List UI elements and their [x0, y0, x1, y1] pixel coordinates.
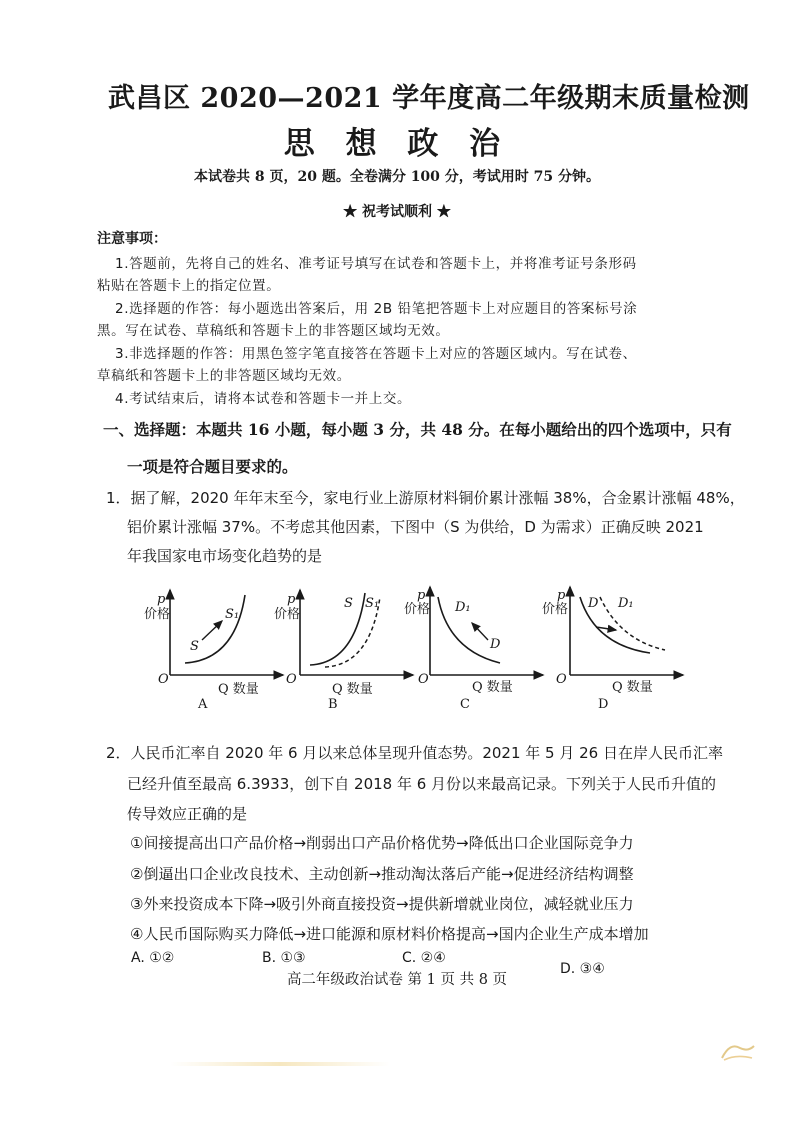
graph-b	[270, 585, 420, 710]
supply-curve	[310, 593, 365, 665]
option-label: C	[460, 697, 470, 712]
question-1-stem: 1．据了解，2020 年年末至今，家电行业上游原材料铜价累计涨幅 38%，合金累计涨幅 48%，	[106, 489, 745, 507]
note-line: 草稿纸和答题卡上的非答题区域均无效。	[97, 368, 351, 384]
curve-label-1: D₁	[455, 600, 471, 615]
curve-label-2: D	[490, 637, 501, 652]
note-line: 粘贴在答题卡上的指定位置。	[97, 278, 281, 294]
p-label: p	[557, 588, 566, 603]
p-label: p	[157, 592, 166, 607]
exam-info: 本试卷共 8 页，20 题。全卷满分 100 分，考试用时 75 分钟。	[193, 169, 601, 185]
question-1-stem: 年我国家电市场变化趋势的是	[127, 547, 323, 565]
corner-scribble-icon	[718, 1038, 758, 1064]
subject-title: 思 想 政 治	[283, 126, 511, 162]
quantity-label: Q 数量	[218, 682, 259, 697]
statement-item: ③外来投资成本下降→吸引外商直接投资→提供新增就业岗位，减轻就业压力	[130, 895, 634, 913]
good-luck-line: ★ 祝考试顺利 ★	[343, 204, 451, 220]
option-label: D	[598, 697, 609, 712]
notes-title: 注意事项：	[97, 231, 167, 247]
curve-label-2: S	[190, 639, 199, 654]
section-heading: 一、选择题：本题共 16 小题，每小题 3 分，共 48 分。在每小题给出的四个选项中，只有	[103, 420, 732, 439]
price-label: 价格	[542, 602, 569, 617]
quantity-label: Q 数量	[332, 682, 373, 697]
statement-item: ④人民币国际购买力降低→进口能源和原材料价格提高→国内企业生产成本增加	[130, 925, 649, 943]
shift-arrow	[202, 621, 222, 640]
graph-d	[540, 585, 690, 710]
quantity-label: Q 数量	[472, 680, 513, 695]
option-label: A	[198, 697, 208, 712]
choice-d: D. ③④	[560, 961, 605, 977]
question-2-stem: 2．人民币汇率自 2020 年 6 月以来总体呈现升值态势。2021 年 5 月 26 日在岸人民币汇率	[106, 744, 723, 762]
note-line: 黑。写在试卷、草稿纸和答题卡上的非答题区域均无效。	[97, 323, 450, 339]
question-2-stem: 已经升值至最高 6.3933，创下自 2018 年 6 月份以来最高记录。下列关于人民币升值的	[127, 775, 717, 793]
statement-item: ②倒逼出口企业改良技术、主动创新→推动淘汰落后产能→促进经济结构调整	[130, 865, 634, 883]
curve-label-2: D₁	[618, 596, 634, 611]
choice-b: B. ①③	[262, 950, 306, 966]
curve-label-1: S	[344, 596, 353, 611]
note-line: 2.选择题的作答：每小题选出答案后，用 2B 铅笔把答题卡上对应题目的答案标号涂	[115, 301, 638, 317]
origin-label: O	[286, 672, 297, 687]
p-label: p	[417, 588, 426, 603]
graph-a-svg	[140, 585, 290, 710]
curve-label-1: S₁	[225, 607, 240, 622]
note-line: 4.考试结束后，请将本试卷和答题卡一并上交。	[115, 391, 412, 407]
curve-label-1: D	[588, 596, 599, 611]
page-footer: 高二年级政治试卷 第 1 页 共 8 页	[286, 972, 508, 988]
choice-a: A. ①②	[131, 950, 175, 966]
question-1-stem: 铝价累计涨幅 37%。不考虑其他因素，下图中（S 为供给，D 为需求）正确反映 2021	[127, 518, 704, 536]
p-label: p	[287, 592, 296, 607]
price-label: 价格	[274, 607, 301, 622]
option-label: B	[328, 697, 338, 712]
curve-label-2: S₁	[365, 596, 380, 611]
shift-arrow	[472, 623, 488, 640]
choice-c: C. ②④	[402, 950, 446, 966]
price-label: 价格	[404, 602, 431, 617]
note-line: 1.答题前，先将自己的姓名、准考证号填写在试卷和答题卡上，并将准考证号条形码	[115, 256, 637, 272]
note-line: 3.非选择题的作答：用黑色签字笔直接答在答题卡上对应的答题区域内。写在试卷、	[115, 346, 637, 362]
graph-c	[400, 585, 550, 710]
price-label: 价格	[144, 607, 171, 622]
graph-b-svg	[270, 585, 420, 710]
origin-label: O	[556, 672, 567, 687]
exam-title: 武昌区 2020—2021 学年度高二年级期末质量检测	[108, 83, 750, 114]
statement-item: ①间接提高出口产品价格→削弱出口产品价格优势→降低出口企业国际竞争力	[130, 834, 634, 852]
graph-c-svg	[400, 585, 550, 710]
quantity-label: Q 数量	[612, 680, 653, 695]
origin-label: O	[418, 672, 429, 687]
question-2-stem: 传导效应正确的是	[127, 805, 248, 823]
section-heading-cont: 一项是符合题目要求的。	[127, 457, 298, 476]
graph-a	[140, 585, 290, 710]
graph-d-svg	[540, 585, 690, 710]
origin-label: O	[158, 672, 169, 687]
scan-stain	[170, 1062, 390, 1066]
